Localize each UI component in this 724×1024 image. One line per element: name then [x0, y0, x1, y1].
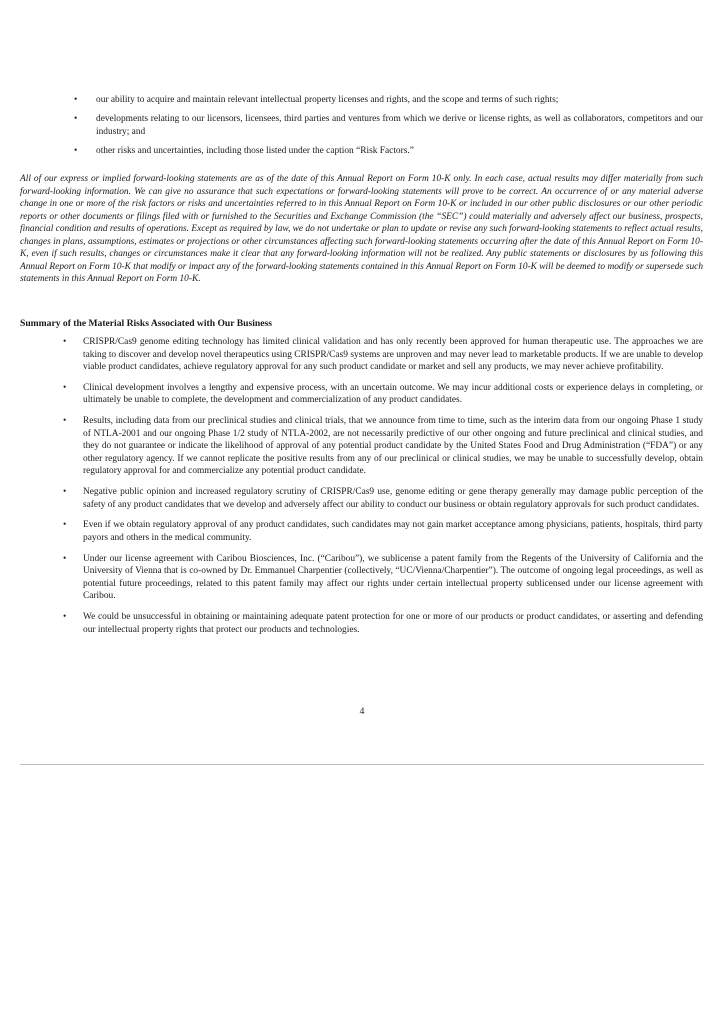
list-item-text: other risks and uncertainties, including those listed under the caption “Risk Factors.”: [96, 145, 414, 156]
page-number: 4: [359, 706, 365, 717]
list-item: [0, 113, 724, 138]
bullet-marker: •: [63, 520, 67, 531]
list-item: [0, 145, 724, 158]
list-item-text: Negative public opinion and increased regulatory scrutiny of CRISPR/Cas9 use, genome editing or gene therapy generally may damage public perception of the safety of any product candidates that we develop and adversely affect our ability to conduct our business or obtain regulatory approvals for such product candidates.: [83, 487, 703, 510]
list-item: [0, 94, 724, 107]
list-item-text: Under our license agreement with Caribou Biosciences, Inc. (“Caribou”), we sublicense a patent family from the Regents of the University of California and the University of Vienna that is co-owned by Dr. Emmanuel Charpentier (collectively, “UC/Vienna/Charpentier”). The outcome of ongoing legal proceedings, as well as potential future proceedings, related to this patent family may affect our rights under certain intellectual property sublicensed under our license agreement with Caribou.: [83, 553, 703, 602]
bullet-marker: •: [63, 416, 67, 427]
forward-looking-paragraph: All of our express or implied forward-looking statements are as of the date of this Annual Report on Form 10-K only. In each case, actual results may differ materially from such forward-looking information. We can give no assurance that such expectations or forward-looking statements will prove to be correct. An occurrence of or any material adverse change in one or more of the risk factors or risks and uncertainties referred to in this Annual Report on Form 10-K or included in our other public disclosures or our other periodic reports or other documents or filings filed with or furnished to the Securities and Exchange Commission (the “SEC”) could materially and adversely affect our business, prospects, financial condition and results of operations. Except as required by law, we do not undertake or plan to update or revise any such forward-looking statements to reflect actual results, changes in plans, assumptions, estimates or projections or other circumstances affecting such forward-looking statements occurring after the date of this Annual Report on Form 10-K, even if such results, changes or circumstances make it clear that any forward-looking information will not be realized. Any public statements or disclosures by us following this Annual Report on Form 10-K that modify or impact any of the forward-looking statements contained in this Annual Report on Form 10-K will be deemed to modify or supersede such statements in this Annual Report on Form 10-K.: [20, 174, 704, 285]
list-item-text: Clinical development involves a lengthy and expensive process, with an uncertain outcome. We may incur additional costs or experience delays in completing, or ultimately be unable to complete, the development and commercialization of any product candidates.: [83, 382, 703, 406]
bullet-marker: •: [74, 145, 78, 156]
bullet-marker: •: [63, 487, 67, 498]
risk-summary-list: [0, 336, 724, 644]
bullet-marker: •: [63, 337, 67, 347]
list-item: [0, 553, 724, 603]
bullet-marker: •: [63, 611, 67, 622]
bullet-marker: •: [63, 382, 67, 393]
list-item: [0, 336, 724, 374]
list-item: [0, 611, 724, 636]
list-item: [0, 415, 724, 478]
list-item: [0, 486, 724, 511]
list-item-text: our ability to acquire and maintain relevant intellectual property licenses and rights, and the scope and terms of such rights;: [96, 95, 559, 105]
bullet-marker: •: [74, 95, 78, 105]
continued-bullet-list: [0, 94, 724, 164]
page-divider: [20, 764, 704, 765]
list-item-text: CRISPR/Cas9 genome editing technology has limited clinical validation and has only recently been approved for human therapeutic use. The approaches we are taking to discover and develop novel therapeutics using CRISPR/Cas9 systems are unproven and may never lead to marketable products. If we are unable to develop viable product candidates, achieve regulatory approval for any such product candidate or market and sell any products, we may never achieve profitability.: [83, 337, 703, 373]
list-item: [0, 382, 724, 407]
bullet-marker: •: [63, 553, 67, 564]
list-item-text: developments relating to our licensors, licensees, third parties and ventures from which we derive or license rights, as well as collaborators, competitors and our industry; and: [96, 114, 703, 137]
bullet-marker: •: [74, 114, 78, 125]
list-item-text: We could be unsuccessful in obtaining or maintaining adequate patent protection for one or more of our products or product candidates, or asserting and defending our intellectual property rights that protect our products and technologies.: [83, 611, 703, 635]
list-item-text: Even if we obtain regulatory approval of any product candidates, such candidates may not gain market acceptance among physicians, patients, hospitals, third party payors and others in the medical community.: [83, 520, 703, 543]
list-item: [0, 519, 724, 544]
summary-heading: Summary of the Material Risks Associated with Our Business: [20, 318, 272, 329]
list-item-text: Results, including data from our preclinical studies and clinical trials, that we announce from time to time, such as the interim data from our ongoing Phase 1 study of NTLA-2001 and our ongoing Phase 1/2 study of NTLA-2002, are not necessarily predictive of our other ongoing and future preclinical and clinical studies, and they do not guarantee or indicate the likelihood of approval of any potential product candidate by the United States Food and Drug Administration (“FDA”) or any other regulatory agency. If we cannot replicate the positive results from any of our preclinical or clinical studies, we may be unable to successfully develop, obtain regulatory approval for and commercialize any potential product candidate.: [83, 416, 703, 477]
